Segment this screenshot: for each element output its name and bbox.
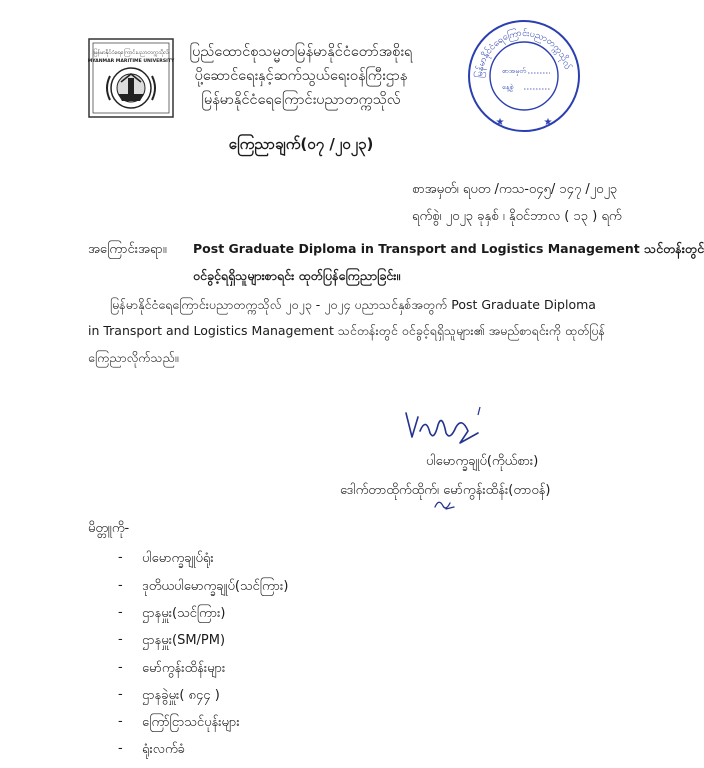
university-name: မြန်မာနိုင်ငံရေကြောင်းပညာတက္ကသိုလ် xyxy=(201,92,401,108)
list-dash: - xyxy=(118,660,123,675)
body-line-3: ကြေညာလိုက်သည်။ xyxy=(88,350,179,365)
ministry-name: ပို့ဆောင်ရေးနှင့်ဆက်သွယ်ရေးဝန်ကြီးဌာန xyxy=(194,68,408,84)
cc-item-text: ဒုတိယပါမောက္ခချုပ်(သင်ကြား) xyxy=(142,579,289,594)
government-name: ပြည်ထောင်စုသမ္မတမြန်မာနိုင်ငံတော်အစိုးရ xyxy=(189,44,413,60)
list-dash: - xyxy=(118,632,123,647)
svg-text:စာအမှတ်: စာအမှတ် xyxy=(502,67,527,75)
svg-text:မြန်မာနိုင်ငံရေကြောင်းပညာတက္ကသ: မြန်မာနိုင်ငံရေကြောင်းပညာတက္ကသိုလ် xyxy=(93,50,169,56)
cc-item-text: ဌာနမှူး(SM/PM) xyxy=(142,633,226,648)
svg-text:MYANMAR MARITIME UNIVERSITY: MYANMAR MARITIME UNIVERSITY xyxy=(87,59,175,64)
initials-mark xyxy=(432,495,458,513)
subject-line-1: Post Graduate Diploma in Transport and Logistics Management သင်တန်းတွင် xyxy=(193,241,704,256)
svg-text:★: ★ xyxy=(495,117,505,128)
list-dash: - xyxy=(118,714,123,729)
official-stamp xyxy=(466,18,582,134)
cc-item-text: ကြော်ငြာသင်ပုန်းများ xyxy=(142,715,240,730)
cc-item-text: ဌာနခွဲမှူး( ၈၄၄ ) xyxy=(142,688,220,703)
notice-title: ကြေညာချက်(၀၇ /၂၀၂၃) xyxy=(228,135,374,153)
signature xyxy=(398,403,488,449)
svg-text:နေ့စွဲ: နေ့စွဲ xyxy=(502,83,514,91)
cc-item-text: ဌာနမှူး(သင်ကြား) xyxy=(142,606,226,621)
signer-title: ဒေါက်တာထိုက်ထိုက်၊ မော်ကွန်းထိန်း(တာဝန်) xyxy=(340,483,551,498)
reference-date: ရက်စွဲ၊ ၂၀၂၃ ခုနှစ် ၊ နိုဝင်ဘာလ ( ၁၃ ) ရက် xyxy=(412,209,622,224)
svg-text:မြန်မာနိုင်ငံရေကြောင်းပညာတက္ကသ: မြန်မာနိုင်ငံရေကြောင်းပညာတက္ကသိုလ် xyxy=(474,28,573,79)
list-dash: - xyxy=(118,578,123,593)
cc-item-text: မော်ကွန်းထိန်းများ xyxy=(142,661,226,676)
list-dash: - xyxy=(118,687,123,702)
body-line-1: မြန်မာနိုင်ငံရေကြောင်းပညာတက္ကသိုလ် ၂၀၂၃ - ၂၀၂၄ ပညာသင်နှစ်အတွက် Post Graduate Diploma xyxy=(110,297,596,312)
svg-text:★: ★ xyxy=(543,117,553,128)
cc-item-text: ရုံးလက်ခံ xyxy=(142,742,185,757)
signer-name: ပါမောက္ခချုပ်(ကိုယ်စား) xyxy=(426,454,539,469)
subject-label: အကြောင်းအရာ။ xyxy=(88,242,167,257)
list-dash: - xyxy=(118,741,123,756)
subject-line-2: ဝင်ခွင့်ရရှိသူများစာရင်း ထုတ်ပြန်ကြေညာခြင်း။ xyxy=(193,268,401,283)
cc-label: မိတ္တူကို- xyxy=(88,521,130,536)
reference-number: စာအမှတ်၊ ရပတ /ကသ-၀၄၅/ ၁၄၇ /၂၀၂၃ xyxy=(412,182,618,197)
list-dash: - xyxy=(118,550,123,565)
body-line-2: in Transport and Logistics Management သင်တန်းတွင် ဝင်ခွင့်ရရှိသူများ၏ အမည်စာရင်းကို ထုတ်ပြန် xyxy=(88,323,605,338)
cc-item-text: ပါမောက္ခချုပ်ရုံး xyxy=(142,551,214,566)
list-dash: - xyxy=(118,605,123,620)
